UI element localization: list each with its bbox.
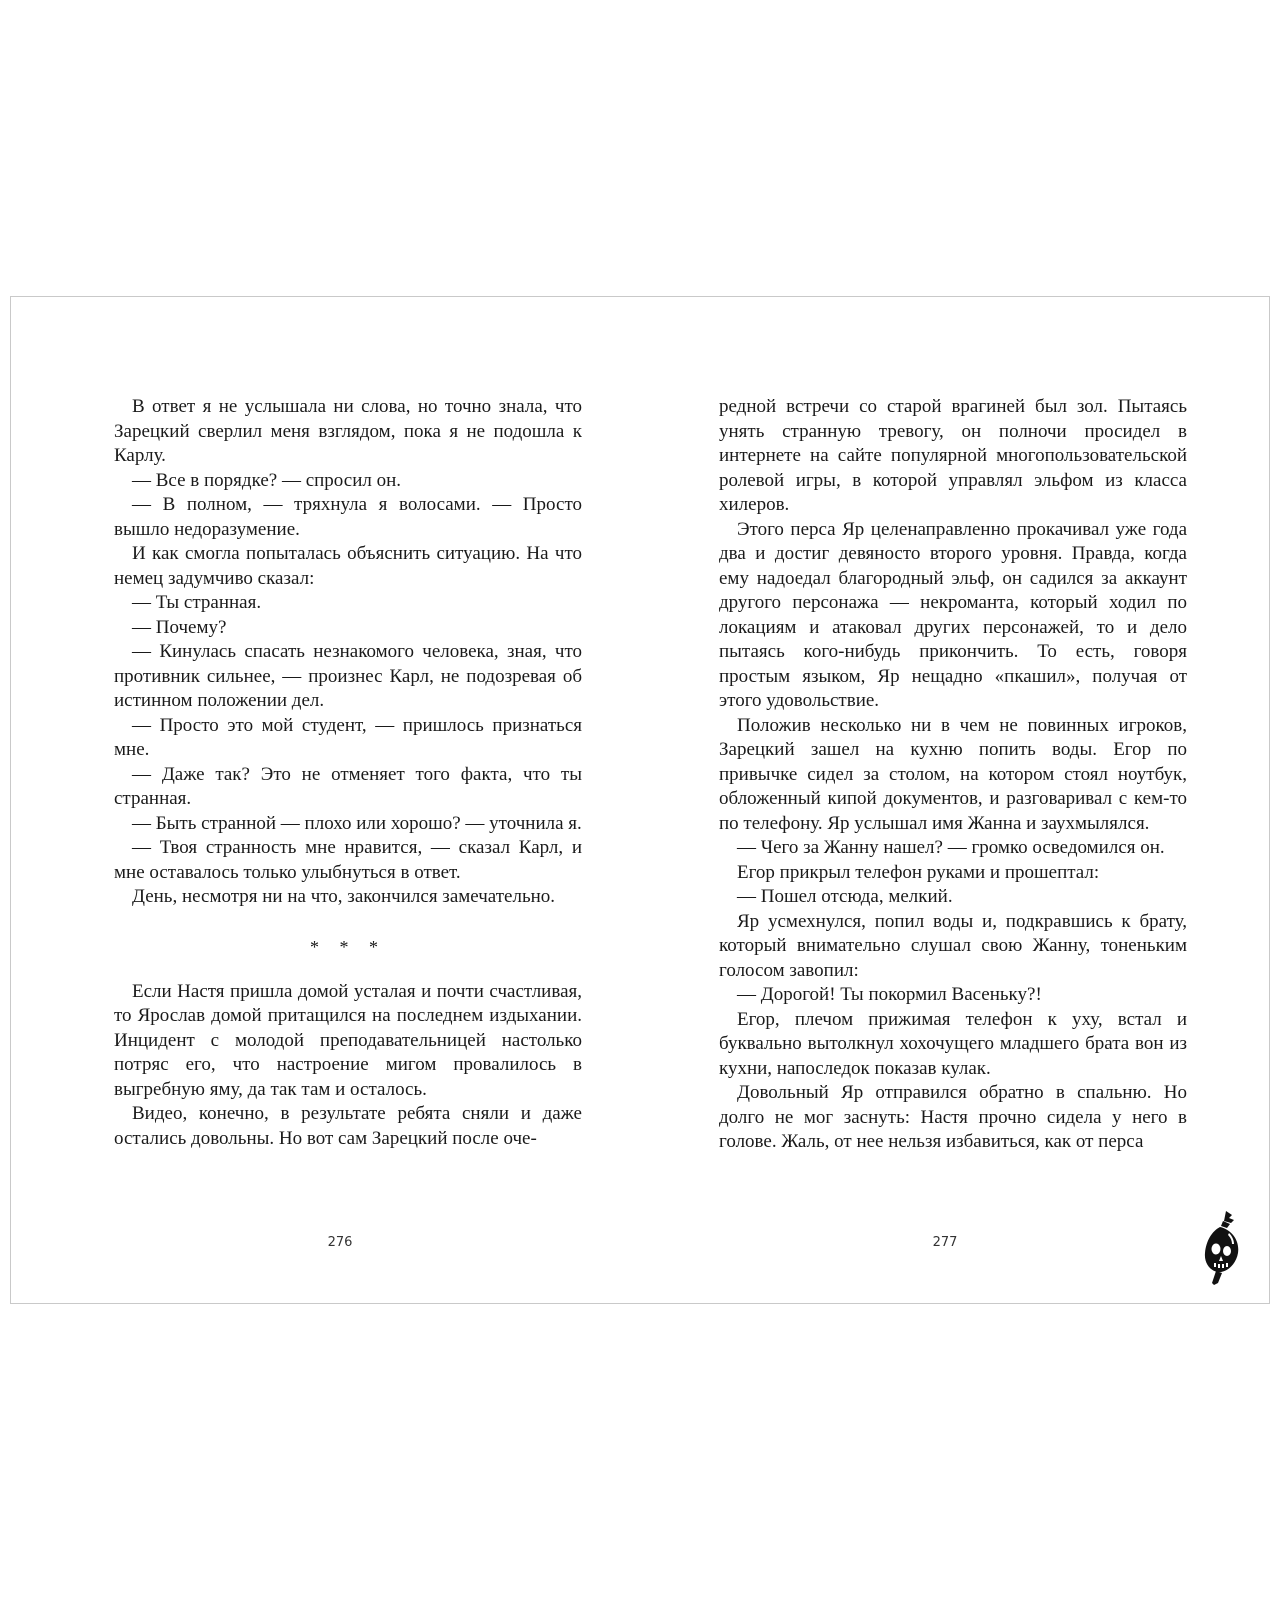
left-paragraph-13: Если Настя пришла домой усталая и почти счастливая, то Ярослав домой притащился на последнем издыхании. Инцидент с молодой преподавательницей настолько потряс его, что настроение мигом провалилось в выгребную яму, да так там и осталось.: [114, 980, 582, 1100]
left-paragraph-14: Видео, конечно, в результате ребята сняли и даже остались довольны. Но вот сам Зарецкий после оче-: [114, 1103, 582, 1149]
right-paragraph-1: Этого перса Яр целенаправленно прокачивал уже года два и достиг девяносто второго уровня. Правда, когда ему надоедал благородный эльф, он садился за аккаунт другого персонажа — некроманта, который ходил по локациям и атаковал других персонажей, то и дело пытаясь кого-нибудь прикончить. То есть, говоря простым языком, Яр нещадно «пкашил», получая от этого удовольствие.: [719, 518, 1187, 711]
right-paragraph-8: Егор, плечом прижимая телефон к уху, встал и буквально вытолкнул хохочущего младшего брата вон из кухни, напоследок показав кулак.: [719, 1008, 1187, 1079]
left-paragraph-5: — Ты странная.: [132, 592, 262, 613]
left-paragraph-1: В ответ я не услышала ни слова, но точно знала, что Зарецкий сверлил меня взглядом, пока я не подошла к Карлу.: [114, 396, 582, 466]
right-paragraph-9: Довольный Яр отправился обратно в спальню. Но долго не мог заснуть: Настя прочно сидела у него в голове. Жаль, от нее нельзя избавиться, как от перса: [719, 1082, 1187, 1152]
right-paragraph-3: — Чего за Жанну нашел? — громко осведомился он.: [737, 837, 1165, 858]
left-paragraph-12: День, несмотря ни на что, закончился замечательно.: [132, 886, 556, 907]
right-paragraph-6: Яр усмехнулся, попил воды и, подкравшись к брату, который внимательно слушал свою Жанну, тоненьким голосом завопил:: [719, 910, 1187, 981]
right-continuation-paragraph: редной встречи со старой врагиней был зол. Пытаясь унять странную тревогу, он полночи просидел в интернете на сайте популярной многопользовательской ролевой игры, в которой управлял эльфом из класса хилеров.: [719, 396, 1187, 515]
left-paragraph-4: И как смогла попыталась объяснить ситуацию. На что немец задумчиво сказал:: [114, 543, 582, 589]
section-separator: * * *: [310, 936, 386, 957]
left-page: [114, 395, 582, 1151]
right-paragraph-2: Положив несколько ни в чем не повинных игроков, Зарецкий зашел на кухню попить воды. Егор по привычке сидел за столом, на котором стоял ноутбук, обложенный кипой документов, и разговаривал с кем-то по телефону. Яр услышал имя Жанна и заухмылялся.: [719, 714, 1187, 834]
right-paragraph-4: Егор прикрыл телефон руками и прошептал:: [737, 861, 1100, 883]
left-paragraph-6: — Почему?: [132, 616, 227, 638]
left-paragraph-11: — Твоя странность мне нравится, — сказал Карл, и мне оставалось только улыбнуться в ответ.: [114, 837, 582, 883]
left-paragraph-2: — Все в порядке? — спросил он.: [132, 469, 402, 491]
book-spread: [10, 296, 1270, 1304]
left-paragraph-3: — В полном, — тряхнула я волосами. — Просто вышло недоразумение.: [114, 494, 582, 540]
left-paragraph-10: — Быть странной — плохо или хорошо? — уточнила я.: [132, 812, 582, 834]
page-number-left: 276: [327, 1235, 353, 1250]
skull-vase-ornament-icon: [1196, 1209, 1248, 1287]
right-paragraph-7: — Дорогой! Ты покормил Васеньку?!: [737, 984, 1042, 1005]
left-paragraph-8: — Просто это мой студент, — пришлось признаться мне.: [114, 714, 582, 760]
page-number-right: 277: [932, 1235, 958, 1250]
left-paragraph-7: — Кинулась спасать незнакомого человека, зная, что противник сильнее, — произнес Карл, не подозревая об истинном положении дел.: [114, 641, 582, 711]
right-paragraph-5: — Пошел отсюда, мелкий.: [737, 886, 953, 907]
right-page: [719, 395, 1187, 1155]
left-paragraph-9: — Даже так? Это не отменяет того факта, что ты странная.: [114, 763, 582, 809]
